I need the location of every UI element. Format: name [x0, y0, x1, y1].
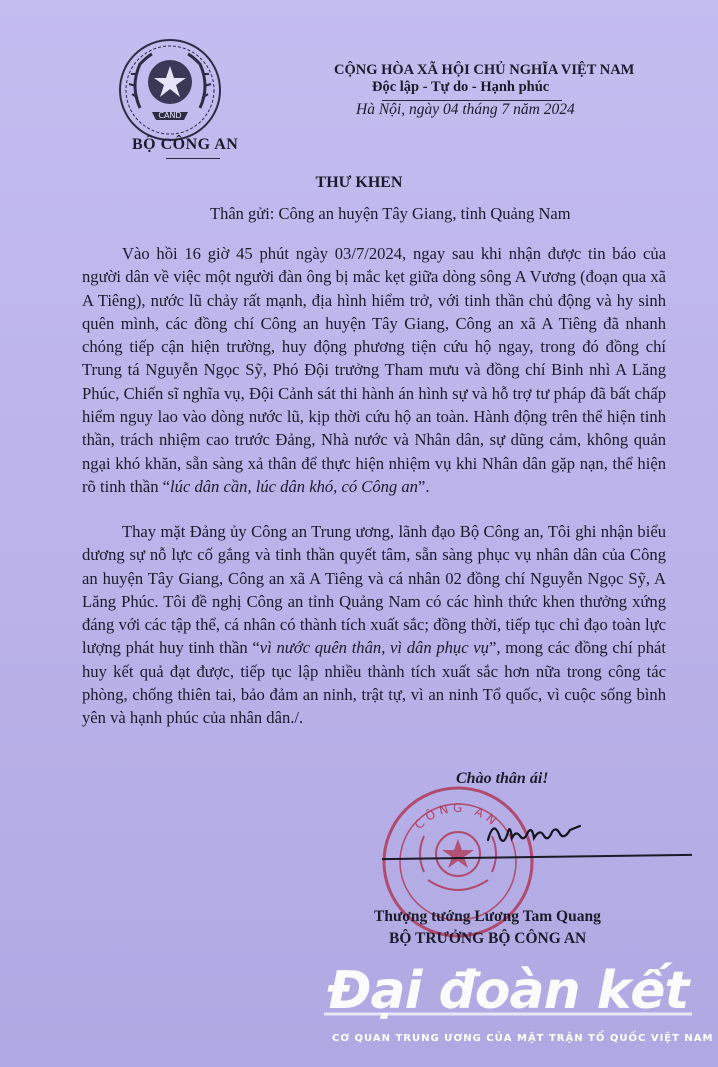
paragraph-1-end: ”. — [417, 476, 430, 496]
paragraph-1-quote: lúc dân cần, lúc dân khó, có Công an — [170, 476, 418, 496]
paragraph-2-end: ”, mong các đồng chí phát huy kết quả đạt được, tiếp tục lập nhiều thành tích xuất sắc hơn nữa trong công tác phòng, chống thiên tai, bảo đảm an ninh, trật tự, vì an ninh Tổ quốc, vì cuộc sống bình yên và hạnh phúc của nhân dân./. — [82, 638, 666, 728]
recipient-line: Thân gửi: Công an huyện Tây Giang, tỉnh Quảng Nam — [210, 204, 571, 223]
newspaper-logo-text: Đại đoàn kết — [327, 961, 689, 1021]
dateline: Hà Nội, ngày 04 tháng 7 năm 2024 — [356, 101, 575, 118]
paragraph-2-text: Thay mặt Đảng ủy Công an Trung ương, lãnh đạo Bộ Công an, Tôi ghi nhận biểu dương sự nỗ lực cố gắng và tinh thần quyết tâm, sẵn sàng phục vụ nhân dân của Công an huyện Tây Giang, Công an xã A Tiêng và cá nhân 02 đồng chí Nguyễn Ngọc Sỹ, A Lăng Phúc. Tôi đề nghị Công an tỉnh Quảng Nam có các hình thức khen thưởng xứng đáng với các tập thể, cá nhân có thành tích xuất sắc; đồng thời, tiếp tục chỉ đạo toàn lực lượng phát huy tinh thần “ — [82, 522, 666, 658]
police-emblem-icon — [118, 38, 222, 142]
paragraph-1 — [82, 242, 666, 498]
newspaper-tagline: CƠ QUAN TRUNG ƯƠNG CỦA MẶT TRẬN TỔ QUỐC VIỆT NAM — [332, 1033, 714, 1044]
svg-text:CAND: CAND — [158, 111, 182, 120]
seal-text: CÔNG AN — [411, 800, 503, 833]
ministry-name: BỘ CÔNG AN — [132, 136, 239, 153]
signer-title: BỘ TRƯỞNG BỘ CÔNG AN — [389, 930, 587, 947]
newspaper-logo — [310, 952, 706, 1024]
signer-name: Thượng tướng Lương Tam Quang — [374, 908, 601, 925]
country-name: CỘNG HÒA XÃ HỘI CHỦ NGHĨA VIỆT NAM — [334, 62, 635, 78]
closing-line: Chào thân ái! — [456, 770, 549, 787]
paragraph-2 — [82, 520, 666, 730]
letter-title: THƯ KHEN — [315, 174, 403, 191]
paragraph-2-quote: vì nước quên thân, vì dân phục vụ — [259, 638, 489, 658]
national-motto: Độc lập - Tự do - Hạnh phúc — [372, 79, 550, 95]
paragraph-1-text: Vào hồi 16 giờ 45 phút ngày 03/7/2024, ngay sau khi nhận được tin báo của người dân về việc một người đàn ông bị mắc kẹt giữa dòng sông A Vương (đoạn qua xã A Tiêng), nước lũ chảy rất mạnh, địa hình hiểm trở, với tinh thần chủ động và hy sinh quên mình, các đồng chí Công an huyện Tây Giang, Công an xã A Tiêng đã nhanh chóng tiếp cận hiện trường, huy động phương tiện cứu hộ ngay, trong đó đồng chí Trung tá Nguyễn Ngọc Sỹ, Phó Đội trưởng Tham mưu và đồng chí Binh nhì A Lăng Phúc, Chiến sĩ nghĩa vụ, Đội Cảnh sát thi hành án hình sự và hỗ trợ tư pháp đã bất chấp hiểm nguy lao vào dòng nước lũ, kịp thời cứu hộ an toàn. Hành động trên thể hiện tinh thần, trách nhiệm cao trước Đảng, Nhà nước và Nhân dân, sự dũng cảm, không quản ngại khó khăn, sẵn sàng xả thân để thực hiện nhiệm vụ khi Nhân dân gặp nạn, thể hiện rõ tinh thần “ — [82, 244, 666, 496]
signature — [484, 812, 584, 848]
ministry-underline — [166, 158, 220, 159]
